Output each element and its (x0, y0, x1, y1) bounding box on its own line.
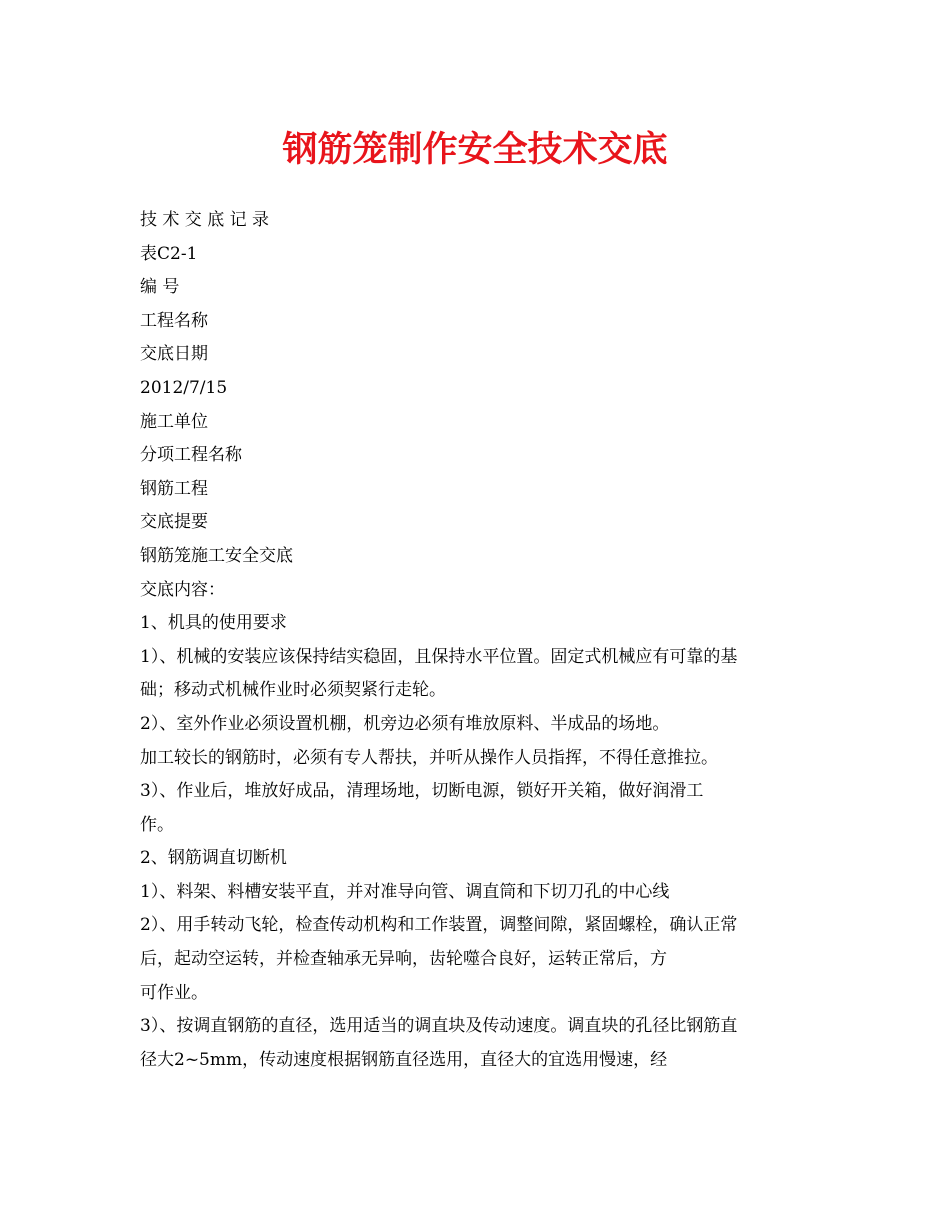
body-line-summary-label: 交底提要 (140, 512, 208, 533)
document-title: 钢筋笼制作安全技术交底 (282, 129, 668, 170)
body-line: 1）、料架、料槽安装平直，并对准导向管、调直筒和下切刀孔的中心线 (140, 881, 670, 902)
body-line-summary-value: 钢筋笼施工安全交底 (140, 545, 293, 566)
body-line-record-heading: 技 术 交 底 记 录 (140, 210, 270, 230)
body-line-section-2: 2、钢筋调直切断机 (140, 848, 287, 869)
body-line-serial-label: 编 号 (140, 277, 180, 298)
body-line: 2）、室外作业必须设置机棚，机旁边必须有堆放原料、半成品的场地。 (140, 713, 670, 734)
body-line-content-label: 交底内容： (140, 579, 225, 600)
body-line-date-value: 2012/7/15 (140, 377, 228, 398)
body-line: 2）、用手转动飞轮，检查传动机构和工作装置，调整间隙，紧固螺栓，确认正常 (140, 915, 738, 936)
body-line: 可作业。 (140, 982, 208, 1003)
body-line: 加工较长的钢筋时，必须有专人帮扶，并听从操作人员指挥，不得任意推拉。 (140, 747, 718, 768)
body-line-form-number: 表C2-1 (140, 243, 198, 264)
body-line-project-name-label: 工程名称 (140, 310, 208, 331)
body-line-contractor-label: 施工单位 (140, 411, 208, 432)
body-line: 3）、按调直钢筋的直径，选用适当的调直块及传动速度。调直块的孔径比钢筋直 (140, 1016, 738, 1037)
document-body (140, 204, 820, 1077)
body-line: 作。 (140, 814, 174, 835)
body-line-section-1: 1、机具的使用要求 (140, 613, 287, 634)
body-line: 后，起动空运转，并检查轴承无异响，齿轮噬合良好，运转正常后，方 (140, 949, 667, 970)
body-line-subproject-value: 钢筋工程 (140, 478, 208, 499)
body-line-date-label: 交底日期 (140, 344, 208, 365)
body-line: 1）、机械的安装应该保持结实稳固，且保持水平位置。固定式机械应有可靠的基 (140, 646, 738, 667)
body-line: 3）、作业后，堆放好成品，清理场地，切断电源，锁好开关箱，做好润滑工 (140, 781, 704, 802)
body-line-subproject-label: 分项工程名称 (140, 445, 242, 466)
body-line: 础；移动式机械作业时必须契紧行走轮。 (140, 680, 446, 701)
body-line: 径大2~5mm，传动速度根据钢筋直径选用，直径大的宜选用慢速，经 (140, 1049, 668, 1070)
